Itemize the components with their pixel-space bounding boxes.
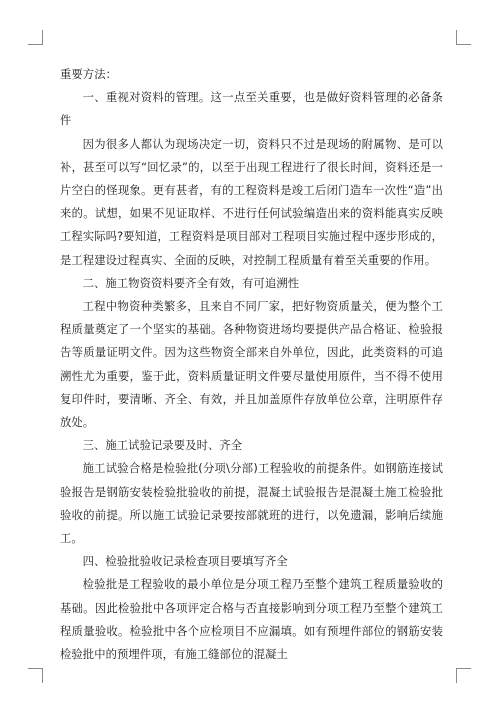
section-3-body: 施工试验合格是检验批(分项\分部)工程验收的前提条件。如钢筋连接试验报告是钢筋安装检验批验收的前提，混凝土试验报告是混凝土施工检验批验收的前提。所以施工试验记录要按部就班的进行，以免遗漏，影响后续施工。 (60, 462, 443, 546)
section-2-body: 工程中物资种类繁多，且来自不同厂家，把好物资质量关，便为整个工程质量奠定了一个坚实的基础。各种物资进场均要提供产品合格证、检验报告等质量证明文件。因为这些物资全部来自外单位，因此，此类资料的可追溯性尤为重要，鉴于此，资料质量证明文件要尽量使用原件，当不得不使用复印件时，要清晰、齐全、有效，并且加盖原件存放单位公章，注明原件存放处。 (60, 300, 443, 430)
intro-line: 重要方法： (60, 68, 117, 81)
crop-mark-top-left (28, 30, 43, 45)
crop-mark-bottom-left (28, 668, 43, 683)
section-1-heading: 一、重视对资料的管理。这一点至关重要，也是做好资料管理的必备条件 (60, 91, 443, 128)
section-2-heading: 二、施工物资资料要齐全有效，有可追溯性 (82, 276, 300, 290)
section-3-heading: 三、施工试验记录要及时、齐全 (82, 439, 243, 453)
crop-mark-bottom-right (456, 668, 471, 683)
document-body (60, 63, 443, 666)
section-1-body: 因为很多人都认为现场决定一切，资料只不过是现场的附属物、是可以补，甚至可以写“回忆录”的，以至于出现工程进行了很长时间，资料还是一片空白的怪现象。更有甚者，有的工程资料是竣工后闭门造车一次性“造”出来的。试想，如果不见证取样、不进行任何试验编造出来的资料能真实反映工程实际吗?要知道，工程资料是项目部对工程项目实施过程中逐步形成的，是工程建设过程真实、全面的反映，对控制工程质量有着至关重要的作用。 (60, 137, 443, 267)
crop-mark-top-right (456, 30, 471, 45)
section-4-body: 检验批是工程验收的最小单位是分项工程乃至整个建筑工程质量验收的基础。因此检验批中各项评定合格与否直接影响到分项工程乃至整个建筑工程质量验收。检验批中各个应检项目不应漏填。如有预埋件部位的钢筋安装检验批中的预埋件项，有施工缝部位的混凝土 (60, 578, 443, 662)
section-4-heading: 四、检验批验收记录检查项目要填写齐全 (82, 555, 288, 569)
